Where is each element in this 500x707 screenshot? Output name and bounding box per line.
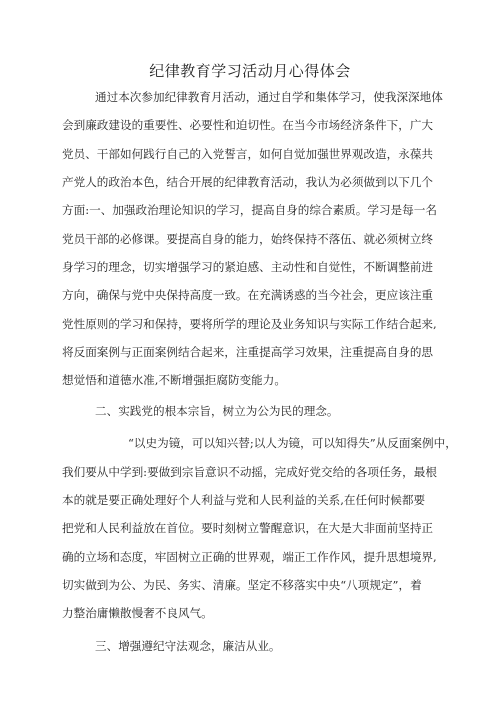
- paragraph-line: 通过本次参加纪律教育月活动，通过自学和集体学习，使我深深地体: [95, 90, 443, 104]
- paragraph-line: 将反面案例与正面案例结合起来，注重提高学习效果，注重提高自身的思: [62, 345, 434, 359]
- paragraph-line: 方面:一、加强政治理论知识的学习，提高自身的综合素质。学习是每一名: [62, 203, 437, 217]
- paragraph-line: 确的立场和态度，牢固树立正确的世界观，端正工作作风，提升思想境界,: [62, 550, 437, 564]
- paragraph-line: 切实做到为公、为民、务实、清廉。坚定不移落实中央“八项规定”，着: [62, 578, 422, 592]
- paragraph-line: 会到廉政建设的重要性、必要性和迫切性。在当今市场经济条件下，广大: [62, 118, 434, 132]
- paragraph-line: 本的就是要正确处理好个人利益与党和人民利益的关系,在任何时候都要: [62, 493, 426, 507]
- paragraph-line: 身学习的理念，切实增强学习的紧迫感、主动性和自觉性，不断调整前进: [62, 260, 434, 274]
- document-title: 纪律教育学习活动月心得体会: [149, 62, 351, 80]
- section-heading: 二、实践党的根本宗旨，树立为公为民的理念。: [95, 404, 339, 418]
- paragraph-line: 我们要从中学到:要做到宗旨意识不动摇，完成好党交给的各项任务，最根: [62, 465, 437, 479]
- paragraph-line: 把党和人民利益放在首位。要时刻树立警醒意识，在大是大非面前坚持正: [62, 521, 434, 535]
- paragraph-line: 方向，确保与党中央保持高度一致。在充满诱惑的当今社会，更应该注重: [62, 288, 434, 302]
- paragraph-line: 产党人的政治本色，结合开展的纪律教育活动，我认为必须做到以下几个: [62, 175, 434, 189]
- paragraph-line: 想觉悟和道德水准,不断增强拒腐防变能力。: [62, 373, 286, 387]
- paragraph-line: 党员、干部如何践行自己的入党誓言，如何自觉加强世界观改造，永葆共: [62, 147, 434, 161]
- paragraph-line: “以史为镜，可以知兴替;以人为镜，可以知得失”从反面案例中，: [128, 436, 457, 450]
- paragraph-line: 党性原则的学习和保持，要将所学的理论及业务知识与实际工作结合起来,: [62, 317, 437, 331]
- paragraph-line: 党员干部的必修课。要提高自身的能力，始终保持不落伍、就必须树立终: [62, 232, 434, 246]
- section-heading: 三、增强遵纪守法观念，廉洁从业。: [95, 639, 281, 653]
- paragraph-line: 力整治庸懒散慢奢不良风气。: [62, 606, 213, 620]
